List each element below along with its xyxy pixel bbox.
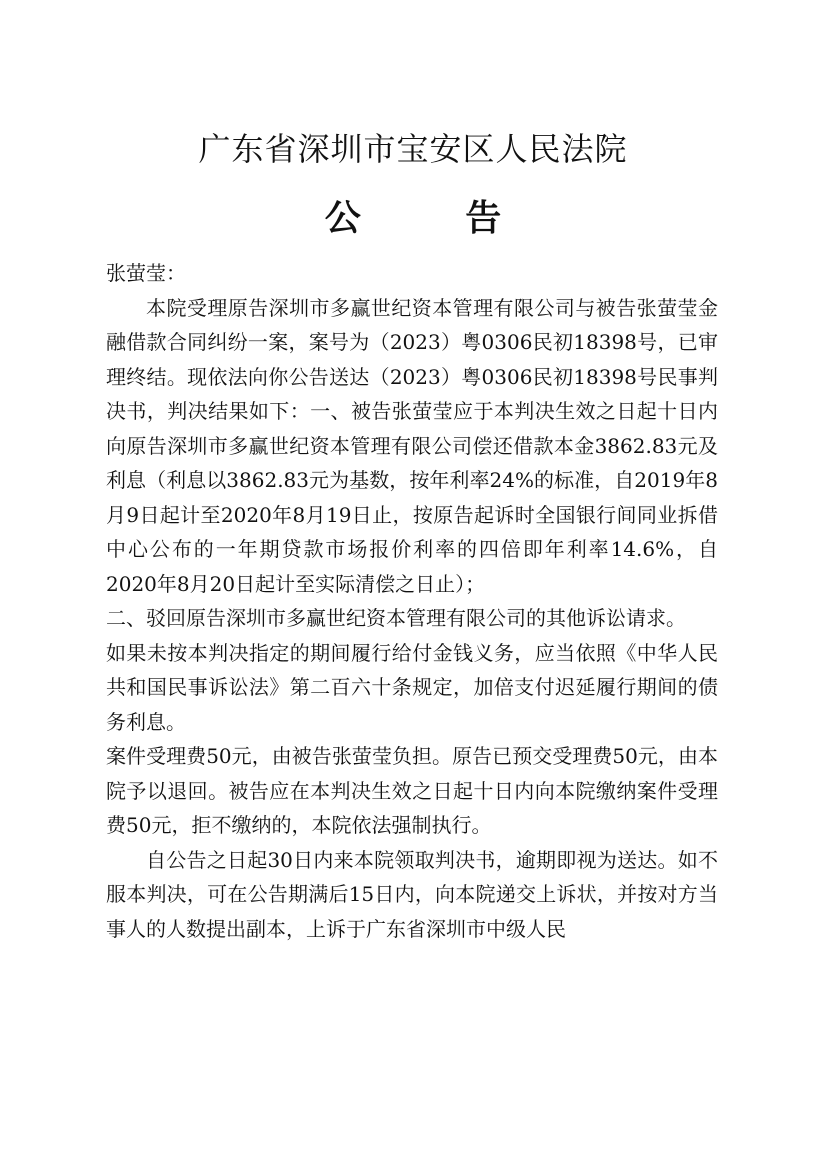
court-name-heading: 广东省深圳市宝安区人民法院	[198, 130, 628, 168]
notice-title: 公 告	[324, 197, 548, 239]
paragraph-judgment: 本院受理原告深圳市多赢世纪资本管理有限公司与被告张萤莹金融借款合同纠纷一案，案号为（2023）粤0306民初18398号，已审理终结。现依法向你公告送达（2023）粤0306民初18398号民事判决书，判决结果如下：一、被告张萤莹应于本判决生效之日起十日内向原告深圳市多赢世纪资本管理有限公司偿还借款本金3862.83元及利息（利息以3862.83元为基数，按年利率24%的标准，自2019年8月9日起计至2020年8月19日止，按原告起诉时全国银行间同业拆借中心公布的一年期贷款市场报价利率的四倍即年利率14.6%，自2020年8月20日起计至实际清偿之日止）；	[106, 295, 718, 596]
paragraph-dismissal: 二、驳回原告深圳市多赢世纪资本管理有限公司的其他诉讼请求。	[106, 606, 686, 630]
paragraph-service-and-appeal: 自公告之日起30日内来本院领取判决书，逾期即视为送达。如不服本判决，可在公告期满后15日内，向本院递交上诉状，并按对方当事人的人数提出副本，上诉于广东省深圳市中级人民	[106, 847, 718, 941]
addressee-line: 张萤莹：	[106, 261, 186, 285]
paragraph-case-fee: 案件受理费50元，由被告张萤莹负担。原告已预交受理费50元，由本院予以退回。被告应在本判决生效之日起十日内向本院缴纳案件受理费50元，拒不缴纳的，本院依法强制执行。	[106, 744, 718, 837]
notice-body	[106, 256, 718, 946]
paragraph-late-performance: 如果未按本判决指定的期间履行给付金钱义务，应当依照《中华人民共和国民事诉讼法》第二百六十条规定，加倍支付迟延履行期间的债务利息。	[106, 640, 718, 734]
